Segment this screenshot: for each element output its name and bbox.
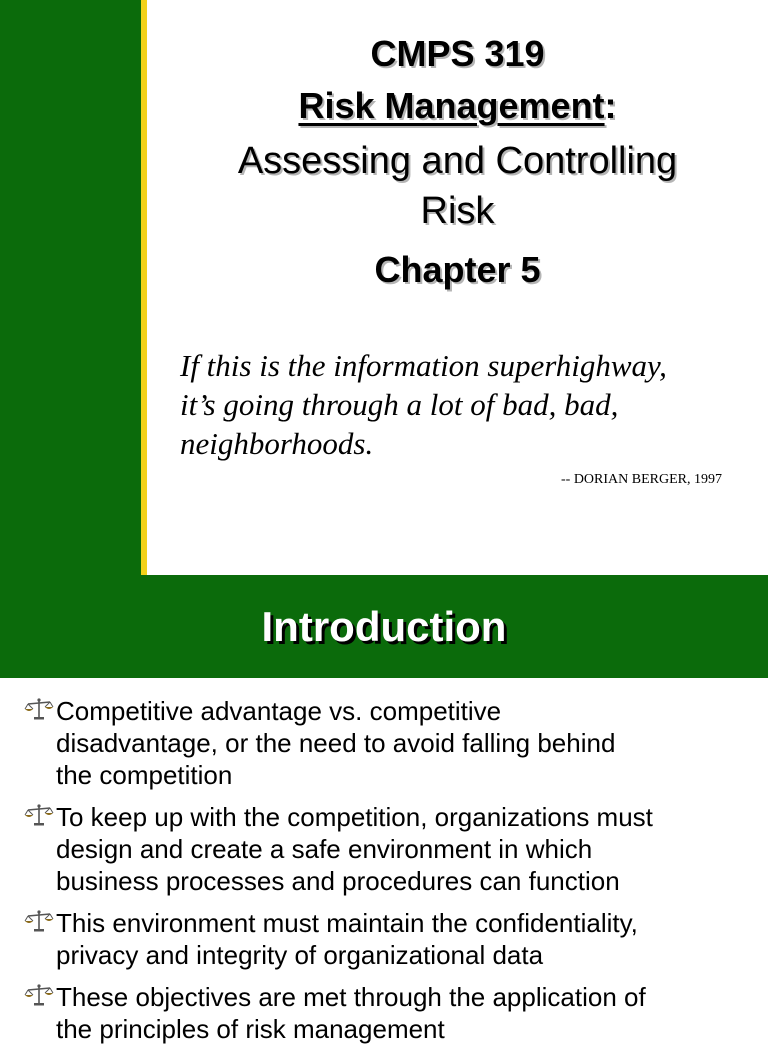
quote-line-2: it’s going through a lot of bad, bad, xyxy=(180,387,619,422)
list-item xyxy=(24,907,756,971)
bullet-line: business processes and procedures can function xyxy=(56,866,620,896)
slide-header-title: Introduction xyxy=(261,603,507,650)
balance-scale-icon xyxy=(24,983,54,1007)
list-item xyxy=(24,801,756,897)
title-colon: : xyxy=(604,85,617,126)
balance-scale-icon xyxy=(24,909,54,933)
list-item xyxy=(24,981,756,1045)
slide-subtitle xyxy=(147,136,768,236)
bullet-list xyxy=(24,695,756,1055)
epigraph-quote xyxy=(180,346,740,463)
course-code: CMPS 319 xyxy=(370,33,545,74)
subtitle-line-2: Risk xyxy=(420,190,495,232)
balance-scale-icon xyxy=(24,697,54,721)
bullet-line: design and create a safe environment in which xyxy=(56,834,593,864)
bullet-line: To keep up with the competition, organizations must xyxy=(56,802,653,832)
slide-title-text: Risk Management xyxy=(298,85,605,126)
slide-title xyxy=(147,84,768,128)
left-green-bar xyxy=(0,0,141,575)
list-item xyxy=(24,695,756,791)
bullet-line: Competitive advantage vs. competitive xyxy=(56,696,502,726)
introduction-slide xyxy=(0,575,768,1044)
chapter-label: Chapter 5 xyxy=(374,249,541,290)
quote-line-1: If this is the information superhighway, xyxy=(180,348,667,383)
header-divider xyxy=(0,678,768,681)
bullet-line: This environment must maintain the confidentiality, xyxy=(56,908,638,938)
bullet-line: the principles of risk management xyxy=(56,1014,445,1044)
subtitle-line-1: Assessing and Controlling xyxy=(237,140,678,182)
bullet-line: privacy and integrity of organizational data xyxy=(56,940,544,970)
slide-header-bar xyxy=(0,575,768,678)
bullet-line: These objectives are met through the application of xyxy=(56,982,646,1012)
balance-scale-icon xyxy=(24,803,54,827)
quote-attribution: -- DORIAN BERGER, 1997 xyxy=(561,472,722,487)
quote-line-3: neighborhoods. xyxy=(180,426,374,461)
bullet-line: the competition xyxy=(56,760,233,790)
bullet-line: disadvantage, or the need to avoid falling behind xyxy=(56,728,616,758)
